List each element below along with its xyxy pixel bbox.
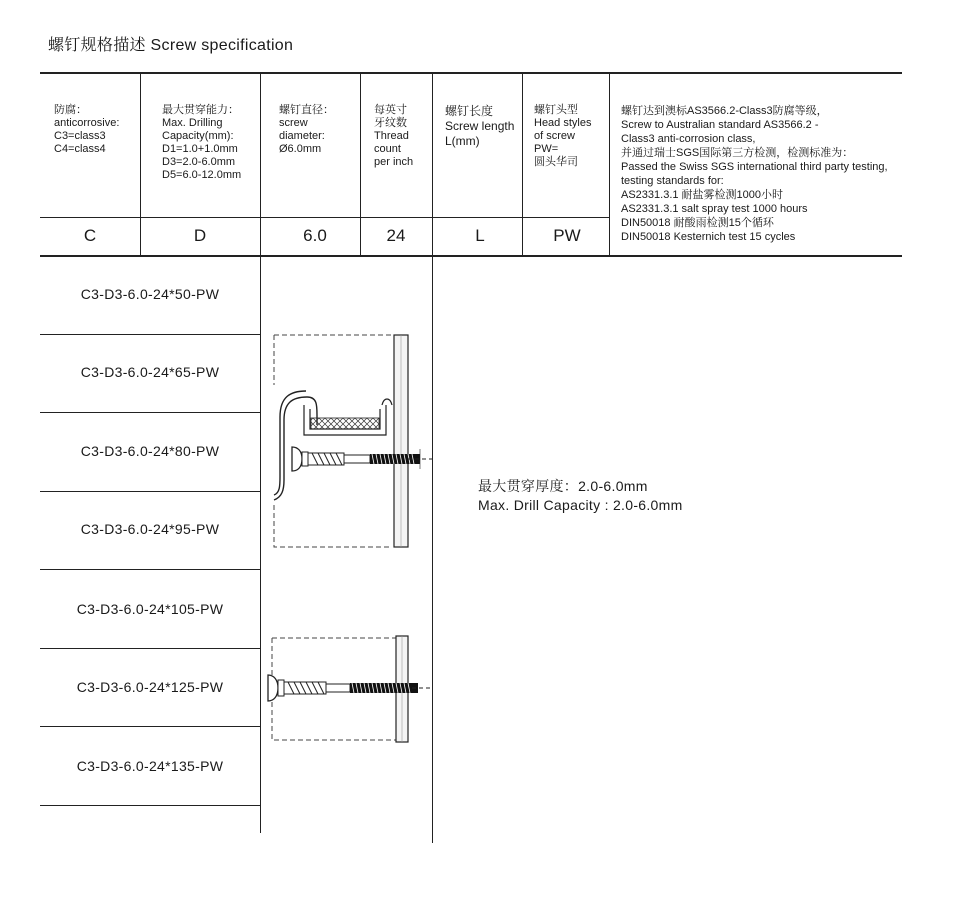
row-divider [40, 334, 260, 335]
model-row-65: C3-D3-6.0-24*65-PW [80, 364, 220, 380]
code-length: L [475, 226, 485, 245]
model-row-50: C3-D3-6.0-24*50-PW [80, 286, 220, 302]
table-top-rule [40, 72, 902, 74]
code-class: C [83, 226, 97, 245]
anti-corrosion-note: 螺钉达到澳标AS3566.2-Class3防腐等级， Screw to Australian standard AS3566.2 - Class3 anti-corrosion class, 并通过瑞士SGS国际第三方检测，检测标准为： Passed the Swiss SGS international third party testing, testing standards for: AS2331.3.1 耐盐雾检测1000小时 AS2331.3.1 salt spray test 1000 hours DIN50018 耐酸雨检测15个循环 DIN50018 Kesternich test 15 cycles [621, 105, 888, 243]
model-row-80: C3-D3-6.0-24*80-PW [80, 443, 220, 459]
header-screw-length: 螺钉长度 Screw length L(mm) [445, 104, 515, 148]
row-divider [40, 491, 260, 492]
code-row-rule [40, 217, 610, 218]
profile-screw-drawing [262, 325, 432, 560]
header-head-style: 螺钉头型 Head styles of screw PW= 圆头华司 [534, 104, 592, 168]
col-divider-4 [432, 73, 433, 843]
drill-capacity-label: 最大贯穿厚度：2.0-6.0mm Max. Drill Capacity : 2.0-6.0mm [478, 478, 683, 513]
row-divider [40, 805, 260, 806]
col-divider-2 [260, 73, 261, 833]
header-thread-count: 每英寸 牙纹数 Thread count per inch [374, 104, 414, 168]
code-diameter: 6.0 [303, 226, 327, 245]
straight-screw-drawing [262, 632, 432, 747]
row-divider [40, 726, 260, 727]
model-row-105: C3-D3-6.0-24*105-PW [76, 601, 224, 617]
code-head: PW [553, 226, 581, 245]
model-row-125: C3-D3-6.0-24*125-PW [76, 679, 224, 695]
header-bottom-rule [40, 255, 902, 257]
model-row-95: C3-D3-6.0-24*95-PW [80, 521, 220, 537]
header-anticorrosive: 防腐： anticorrosive: C3=class3 C4=class4 [54, 104, 120, 155]
code-drilling: D [193, 226, 207, 245]
model-row-135: C3-D3-6.0-24*135-PW [76, 758, 224, 774]
row-divider [40, 648, 260, 649]
header-screw-diameter: 螺钉直径： screw diameter: Ø6.0mm [279, 104, 334, 155]
page-title: 螺钉规格描述 Screw specification [48, 37, 294, 54]
row-divider [40, 412, 260, 413]
row-divider [40, 569, 260, 570]
header-drilling-capacity: 最大贯穿能力： Max. Drilling Capacity(mm): D1=1.0+1.0mm D3=2.0-6.0mm D5=6.0-12.0mm [162, 104, 242, 181]
code-thread: 24 [386, 226, 406, 245]
